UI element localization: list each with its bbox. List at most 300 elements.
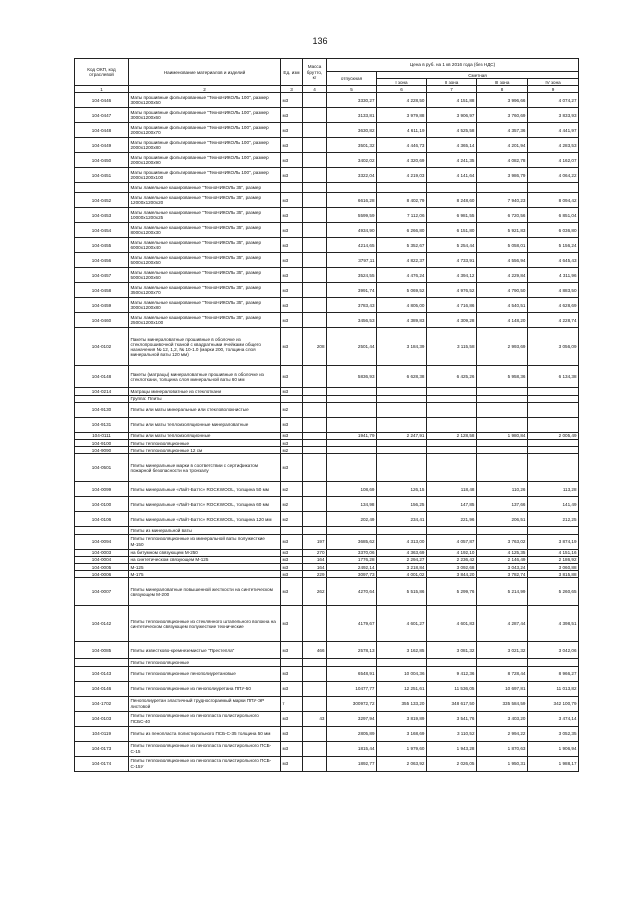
cell-unit: м3: [281, 564, 303, 571]
table-row: [75, 432, 579, 439]
cell-unit: м3: [281, 223, 303, 238]
cell-zone-2-price: 6 151,80: [427, 223, 477, 238]
cell-release-price: 3783,43: [327, 298, 377, 313]
table-row: [75, 534, 579, 549]
cell-zone-4-price: 3 052,35: [528, 726, 579, 741]
table-row: [75, 571, 579, 578]
cell-zone-2-price: [427, 454, 477, 482]
cell-unit: [281, 183, 303, 193]
cell-zone-2-price: 4 733,91: [427, 253, 477, 268]
cell-zone-2-price: 2 236,42: [427, 556, 477, 563]
cell-release-price: [327, 395, 377, 402]
cell-mass: [303, 402, 327, 417]
cell-unit: м3: [281, 578, 303, 606]
cell-code: 104-0106: [75, 512, 129, 527]
cell-zone-4-price: 4 441,97: [528, 123, 579, 138]
table-row: [75, 741, 579, 756]
cell-mass: 164: [303, 556, 327, 563]
column-number: 1: [75, 86, 129, 93]
cell-code: 104-0453: [75, 208, 129, 223]
cell-zone-3-price: 4 125,35: [477, 549, 528, 556]
cell-mass: [303, 454, 327, 482]
cell-unit: [281, 659, 303, 666]
cell-zone-4-price: 4 398,51: [528, 606, 579, 642]
cell-unit: м3: [281, 153, 303, 168]
cell-mass: [303, 283, 327, 298]
cell-zone-3-price: 6 720,56: [477, 208, 528, 223]
cell-release-price: 134,98: [327, 497, 377, 512]
cell-zone-3-price: 3 996,66: [477, 93, 528, 108]
cell-zone-2-price: 2 026,05: [427, 756, 477, 771]
cell-unit: м3: [281, 571, 303, 578]
cell-unit: м3: [281, 534, 303, 549]
cell-code: 104-0143: [75, 666, 129, 681]
cell-release-price: 4270,64: [327, 578, 377, 606]
cell-zone-1-price: 126,15: [377, 482, 427, 497]
cell-zone-3-price: [477, 447, 528, 454]
column-number: 6: [377, 86, 427, 93]
table-row: [75, 153, 579, 168]
cell-code: [75, 527, 129, 534]
cell-release-price: 4934,90: [327, 223, 377, 238]
cell-unit: м3: [281, 388, 303, 395]
cell-code: 104-0458: [75, 283, 129, 298]
cell-zone-3-price: 3 043,24: [477, 564, 528, 571]
cell-zone-3-price: [477, 659, 528, 666]
cell-code: 104-9090: [75, 447, 129, 454]
cell-unit: м3: [281, 711, 303, 726]
cell-mass: [303, 696, 327, 711]
cell-name: Плиты известково-кремнеземистые "Престепла": [129, 642, 281, 659]
cell-zone-1-price: 355 133,20: [377, 696, 427, 711]
cell-mass: 229: [303, 571, 327, 578]
cell-mass: [303, 313, 327, 328]
header-mass: Масса брутто, кг: [303, 59, 327, 86]
cell-mass: [303, 123, 327, 138]
cell-zone-1-price: 4 320,69: [377, 153, 427, 168]
cell-name: Плиты из минеральной ваты: [129, 527, 281, 534]
cell-unit: [281, 395, 303, 402]
table-row: [75, 681, 579, 696]
cell-unit: м3: [281, 328, 303, 366]
page-number: 136: [312, 36, 328, 46]
cell-mass: [303, 366, 327, 388]
cell-zone-1-price: 8 402,79: [377, 193, 427, 208]
cell-release-price: [327, 402, 377, 417]
cell-zone-3-price: 137,66: [477, 497, 528, 512]
cell-mass: [303, 193, 327, 208]
cell-code: 104-0003: [75, 549, 129, 556]
table-row: [75, 108, 579, 123]
cell-release-price: 6548,91: [327, 666, 377, 681]
cell-zone-1-price: 5 352,67: [377, 238, 427, 253]
cell-zone-4-price: 4 311,96: [528, 268, 579, 283]
cell-zone-1-price: 1 979,60: [377, 741, 427, 756]
cell-release-price: 300972,72: [327, 696, 377, 711]
column-number: 5: [327, 86, 377, 93]
cell-zone-1-price: 2 294,27: [377, 556, 427, 563]
cell-zone-1-price: [377, 440, 427, 447]
cell-unit: м2: [281, 482, 303, 497]
cell-mass: [303, 153, 327, 168]
cell-zone-4-price: 2 005,49: [528, 432, 579, 439]
table-row: [75, 366, 579, 388]
cell-mass: [303, 223, 327, 238]
cell-zone-3-price: 3 021,32: [477, 642, 528, 659]
header-code: Код ОКП, код отраслевой: [75, 59, 129, 86]
cell-mass: 270: [303, 549, 327, 556]
cell-zone-1-price: 4 228,50: [377, 93, 427, 108]
cell-zone-1-price: [377, 454, 427, 482]
cell-zone-2-price: 11 536,05: [427, 681, 477, 696]
cell-zone-4-price: [528, 527, 579, 534]
cell-zone-4-price: 3 815,88: [528, 571, 579, 578]
cell-code: 104-0456: [75, 253, 129, 268]
cell-mass: [303, 298, 327, 313]
cell-unit: м3: [281, 556, 303, 563]
cell-zone-2-price: 4 057,87: [427, 534, 477, 549]
cell-zone-2-price: [427, 417, 477, 432]
cell-code: 104-0447: [75, 108, 129, 123]
table-row: [75, 268, 579, 283]
cell-zone-2-price: 6 981,55: [427, 208, 477, 223]
cell-zone-4-price: 4 162,07: [528, 153, 579, 168]
cell-code: 104-9130: [75, 402, 129, 417]
table-row: [75, 512, 579, 527]
cell-unit: м3: [281, 642, 303, 659]
cell-code: 104-0111: [75, 432, 129, 439]
cell-zone-1-price: [377, 183, 427, 193]
column-number: 9: [528, 86, 579, 93]
cell-unit: м3: [281, 313, 303, 328]
cell-zone-2-price: [427, 527, 477, 534]
cell-unit: м3: [281, 726, 303, 741]
table-body: [75, 93, 579, 771]
cell-release-price: 3097,73: [327, 571, 377, 578]
cell-code: 104-0094: [75, 534, 129, 549]
cell-zone-1-price: [377, 527, 427, 534]
cell-mass: [303, 512, 327, 527]
cell-unit: м3: [281, 93, 303, 108]
cell-mass: [303, 253, 327, 268]
cell-release-price: [327, 417, 377, 432]
cell-zone-4-price: 4 074,27: [528, 93, 579, 108]
cell-name: Маты прошивные фольгированные "ТехноНИКОЛЬ 100", размер 2000х1200х80: [129, 138, 281, 153]
table-row: [75, 193, 579, 208]
cell-release-price: 3402,02: [327, 153, 377, 168]
cell-unit: м3: [281, 298, 303, 313]
cell-zone-1-price: [377, 417, 427, 432]
cell-zone-3-price: 4 556,94: [477, 253, 528, 268]
cell-zone-4-price: 3 833,93: [528, 108, 579, 123]
cell-mass: [303, 726, 327, 741]
cell-zone-2-price: [427, 183, 477, 193]
cell-mass: [303, 138, 327, 153]
cell-zone-3-price: 10 697,81: [477, 681, 528, 696]
cell-zone-4-price: 2 186,92: [528, 556, 579, 563]
cell-code: 104-0455: [75, 238, 129, 253]
cell-name: Маты ламельные кашированные "ТехноНИКОЛЬ 35", размер 3500х1200х70: [129, 283, 281, 298]
cell-code: 104-0099: [75, 482, 129, 497]
cell-unit: м3: [281, 366, 303, 388]
cell-release-price: [327, 659, 377, 666]
cell-name: Маты прошивные фольгированные "ТехноНИКОЛЬ 100", размер 2000х1200х100: [129, 168, 281, 183]
cell-code: 104-0448: [75, 123, 129, 138]
cell-unit: м3: [281, 666, 303, 681]
cell-zone-2-price: 5 254,44: [427, 238, 477, 253]
cell-release-price: 2578,13: [327, 642, 377, 659]
header-zone-4: IV зона: [528, 79, 579, 86]
cell-zone-3-price: 3 782,74: [477, 571, 528, 578]
cell-name: Плиты теплоизоляционные: [129, 440, 281, 447]
cell-mass: [303, 108, 327, 123]
cell-zone-2-price: 118,48: [427, 482, 477, 497]
cell-zone-3-price: 1 950,31: [477, 756, 528, 771]
cell-zone-4-price: 342 100,79: [528, 696, 579, 711]
cell-release-price: 2805,89: [327, 726, 377, 741]
cell-zone-4-price: 4 628,69: [528, 298, 579, 313]
cell-zone-1-price: 3 979,88: [377, 108, 427, 123]
header-zone-2: II зона: [427, 79, 477, 86]
cell-mass: [303, 666, 327, 681]
cell-zone-4-price: [528, 447, 579, 454]
table-row: [75, 402, 579, 417]
table-row: [75, 659, 579, 666]
cell-zone-3-price: 4 790,50: [477, 283, 528, 298]
cell-zone-4-price: 141,49: [528, 497, 579, 512]
column-numbers-row: [75, 86, 579, 93]
cell-mass: 164: [303, 564, 327, 571]
cell-zone-4-price: 113,28: [528, 482, 579, 497]
cell-release-price: 3322,04: [327, 168, 377, 183]
cell-zone-4-price: [528, 402, 579, 417]
cell-code: 104-0454: [75, 223, 129, 238]
cell-release-price: 2501,44: [327, 328, 377, 366]
cell-mass: [303, 168, 327, 183]
cell-zone-1-price: 4 611,19: [377, 123, 427, 138]
cell-mass: [303, 432, 327, 439]
cell-mass: [303, 482, 327, 497]
header-release: отпускная: [327, 72, 377, 86]
cell-release-price: 3370,06: [327, 549, 377, 556]
cell-zone-4-price: 6 036,80: [528, 223, 579, 238]
cell-code: 104-0459: [75, 298, 129, 313]
cell-zone-3-price: 4 540,51: [477, 298, 528, 313]
table-row: [75, 642, 579, 659]
cell-zone-4-price: 212,25: [528, 512, 579, 527]
cell-zone-3-price: 1 870,63: [477, 741, 528, 756]
cell-mass: [303, 756, 327, 771]
cell-mass: [303, 527, 327, 534]
cell-code: 104-0005: [75, 564, 129, 571]
cell-zone-4-price: [528, 454, 579, 482]
cell-code: 104-0501: [75, 454, 129, 482]
cell-zone-4-price: 1 988,17: [528, 756, 579, 771]
cell-zone-2-price: 5 299,76: [427, 578, 477, 606]
table-row: [75, 527, 579, 534]
cell-zone-4-price: 5 156,24: [528, 238, 579, 253]
cell-release-price: 202,49: [327, 512, 377, 527]
cell-code: 104-0103: [75, 711, 129, 726]
cell-mass: [303, 447, 327, 454]
cell-zone-2-price: 3 541,76: [427, 711, 477, 726]
cell-mass: [303, 93, 327, 108]
table-row: [75, 447, 579, 454]
cell-zone-4-price: 4 064,22: [528, 168, 579, 183]
cell-name: Маты ламельные кашированные "ТехноНИКОЛЬ 35", размер 5000х1200х60: [129, 268, 281, 283]
table-row: [75, 711, 579, 726]
cell-zone-3-price: 2 994,22: [477, 726, 528, 741]
cell-code: 104-0449: [75, 138, 129, 153]
cell-name: Маты ламельные кашированные "ТехноНИКОЛЬ 35", размер 8000х1200х30: [129, 223, 281, 238]
cell-release-price: 2492,14: [327, 564, 377, 571]
cell-zone-1-price: 6 266,80: [377, 223, 427, 238]
cell-zone-4-price: 6 851,04: [528, 208, 579, 223]
cell-unit: м3: [281, 168, 303, 183]
cell-zone-2-price: [427, 388, 477, 395]
cell-zone-2-price: [427, 447, 477, 454]
cell-zone-1-price: 3 162,85: [377, 642, 427, 659]
cell-code: 104-0006: [75, 571, 129, 578]
cell-zone-1-price: 5 069,52: [377, 283, 427, 298]
cell-zone-1-price: [377, 659, 427, 666]
cell-zone-4-price: 8 094,42: [528, 193, 579, 208]
cell-unit: м3: [281, 283, 303, 298]
cell-code: 104-0004: [75, 556, 129, 563]
cell-release-price: [327, 454, 377, 482]
cell-zone-1-price: 4 313,00: [377, 534, 427, 549]
cell-zone-1-price: 156,25: [377, 497, 427, 512]
cell-name: Плиты теплоизоляционные из пенополиуретана ППУ-50: [129, 681, 281, 696]
cell-release-price: 3685,62: [327, 534, 377, 549]
cell-release-price: 3133,81: [327, 108, 377, 123]
cell-unit: м3: [281, 440, 303, 447]
cell-zone-1-price: 234,41: [377, 512, 427, 527]
cell-release-price: 3630,82: [327, 123, 377, 138]
cell-zone-4-price: [528, 388, 579, 395]
table-row: [75, 666, 579, 681]
cell-zone-2-price: 1 943,28: [427, 741, 477, 756]
table-row: [75, 208, 579, 223]
column-number: 4: [303, 86, 327, 93]
cell-zone-2-price: 4 976,52: [427, 283, 477, 298]
table-row: [75, 726, 579, 741]
cell-zone-2-price: 3 906,97: [427, 108, 477, 123]
cell-zone-1-price: 4 601,27: [377, 606, 427, 642]
cell-unit: м3: [281, 549, 303, 556]
cell-unit: м3: [281, 123, 303, 138]
cell-unit: м3: [281, 417, 303, 432]
cell-zone-2-price: 4 365,14: [427, 138, 477, 153]
cell-zone-2-price: 147,85: [427, 497, 477, 512]
cell-zone-4-price: 3 060,88: [528, 564, 579, 571]
table-row: [75, 253, 579, 268]
cell-zone-4-price: 1 906,94: [528, 741, 579, 756]
cell-name: Маты ламельные кашированные "ТехноНИКОЛЬ 35", размер 3000х1200х80: [129, 298, 281, 313]
cell-code: 104-0085: [75, 642, 129, 659]
table-row: [75, 696, 579, 711]
cell-release-price: [327, 388, 377, 395]
cell-zone-4-price: 4 645,43: [528, 253, 579, 268]
cell-unit: [281, 527, 303, 534]
table-row: [75, 578, 579, 606]
cell-zone-2-price: 8 248,60: [427, 193, 477, 208]
cell-unit: м3: [281, 741, 303, 756]
cell-unit: м3: [281, 681, 303, 696]
cell-mass: [303, 238, 327, 253]
cell-zone-1-price: 10 004,36: [377, 666, 427, 681]
cell-zone-2-price: 3 844,20: [427, 571, 477, 578]
cell-code: 104-0214: [75, 388, 129, 395]
cell-unit: м2: [281, 402, 303, 417]
cell-zone-3-price: 4 357,36: [477, 123, 528, 138]
column-number: 8: [477, 86, 528, 93]
cell-release-price: 3297,94: [327, 711, 377, 726]
cell-release-price: 10477,77: [327, 681, 377, 696]
cell-release-price: 108,69: [327, 482, 377, 497]
cell-zone-3-price: [477, 527, 528, 534]
cell-name: Плиты минераловатные повышенной жесткости на синтетическом связующем М-200: [129, 578, 281, 606]
cell-unit: м2: [281, 512, 303, 527]
cell-release-price: 3330,27: [327, 93, 377, 108]
cell-zone-4-price: [528, 395, 579, 402]
table-row: [75, 497, 579, 512]
cell-zone-1-price: 4 219,03: [377, 168, 427, 183]
table-row: [75, 223, 579, 238]
cell-name: Маты ламельные кашированные "ТехноНИКОЛЬ 35", размер 10000х1200х25: [129, 208, 281, 223]
cell-release-price: 6616,28: [327, 193, 377, 208]
cell-code: 104-1702: [75, 696, 129, 711]
cell-zone-1-price: 3 184,39: [377, 328, 427, 366]
cell-name: Плиты теплоизоляционные 12 см: [129, 447, 281, 454]
cell-name: Плиты или маты теплоизоляционные: [129, 432, 281, 439]
cell-zone-4-price: 4 228,74: [528, 313, 579, 328]
cell-zone-3-price: 3 403,20: [477, 711, 528, 726]
cell-zone-2-price: 4 241,35: [427, 153, 477, 168]
table-row: [75, 138, 579, 153]
table-row: [75, 283, 579, 298]
cell-release-price: 5836,93: [327, 366, 377, 388]
cell-mass: [303, 417, 327, 432]
cell-zone-1-price: 2 247,91: [377, 432, 427, 439]
cell-zone-3-price: 7 940,23: [477, 193, 528, 208]
cell-code: 104-0174: [75, 756, 129, 771]
cell-mass: [303, 606, 327, 642]
table-row: [75, 454, 579, 482]
table-row: [75, 123, 579, 138]
cell-unit: м3: [281, 756, 303, 771]
cell-zone-4-price: 6 134,38: [528, 366, 579, 388]
cell-name: на синтетическом связующем М-125: [129, 556, 281, 563]
cell-release-price: 1892,77: [327, 756, 377, 771]
cell-code: 104-0446: [75, 93, 129, 108]
cell-mass: [303, 183, 327, 193]
cell-release-price: 1941,79: [327, 432, 377, 439]
cell-release-price: 3797,11: [327, 253, 377, 268]
cell-mass: [303, 681, 327, 696]
cell-zone-1-price: 3 168,69: [377, 726, 427, 741]
cell-release-price: 3456,53: [327, 313, 377, 328]
cell-name: Плиты теплоизоляционные пенополиуретановые: [129, 666, 281, 681]
cell-name: М-125: [129, 564, 281, 571]
cell-zone-3-price: 1 980,84: [477, 432, 528, 439]
cell-name: Пакеты (матрацы) минераловатные прошивные в оболочке из стеклоткани, толщина слоя минеральной ваты 60 мм: [129, 366, 281, 388]
cell-code: 104-0119: [75, 726, 129, 741]
cell-zone-4-price: 3 474,14: [528, 711, 579, 726]
cell-zone-3-price: [477, 183, 528, 193]
cell-code: [75, 395, 129, 402]
cell-zone-3-price: 4 082,78: [477, 153, 528, 168]
